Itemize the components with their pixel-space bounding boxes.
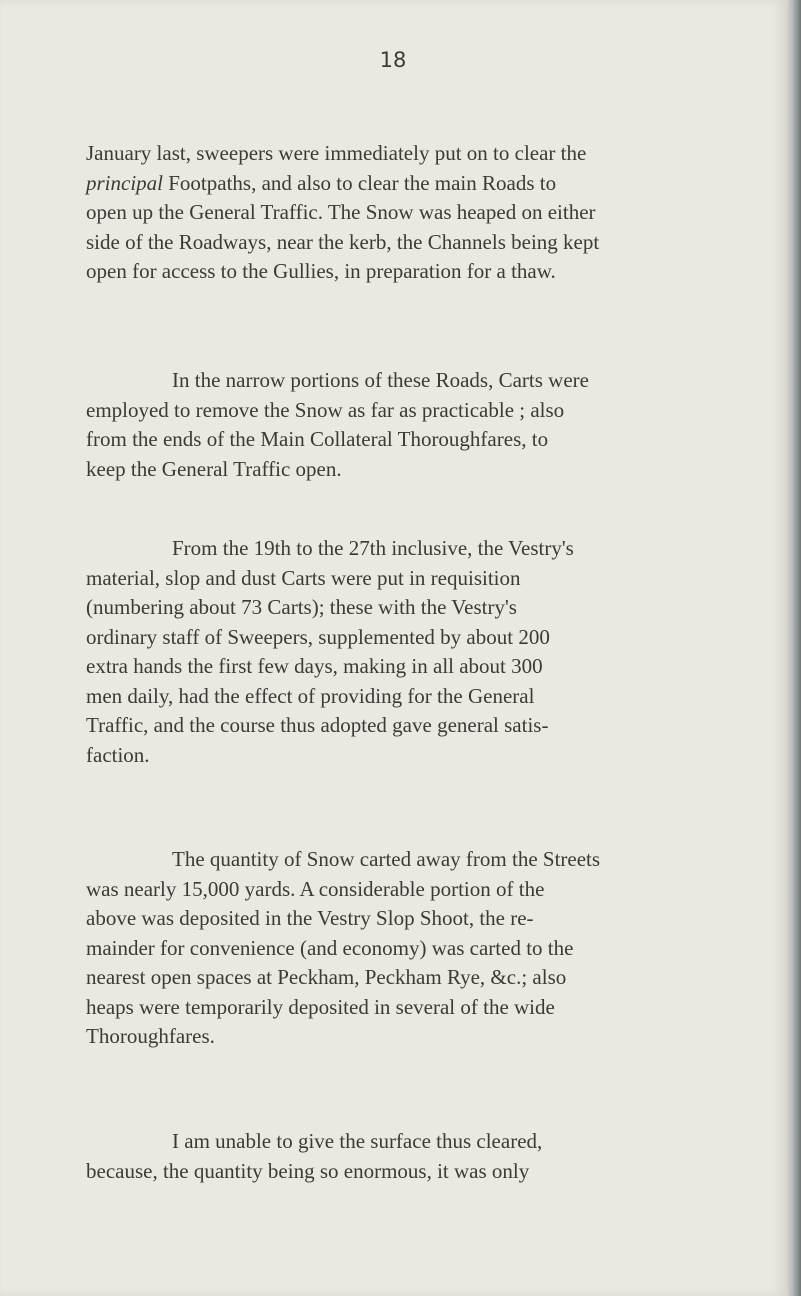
text-line: keep the General Traffic open.	[86, 456, 342, 481]
paragraph-3	[86, 534, 710, 770]
text-line: open up the General Traffic. The Snow was heaped on either	[86, 200, 596, 224]
text-line: from the ends of the Main Collateral Thoroughfares, to	[86, 427, 549, 451]
text-line: was nearly 15,000 yards. A considerable portion of the	[86, 876, 545, 901]
text-line: January last, sweepers were immediately put on to clear the	[86, 141, 587, 165]
text-line: Traffic, and the course thus adopted gave general satis-	[86, 713, 549, 737]
text-line	[86, 169, 710, 199]
text-line: (numbering about 73 Carts); these with the Vestry's	[86, 595, 517, 619]
paragraph-2	[86, 366, 710, 484]
text-line: side of the Roadways, near the kerb, the Channels being kept	[86, 229, 600, 254]
text-line: nearest open spaces at Peckham, Peckham Rye, &c.; also	[86, 965, 567, 989]
text-line-rest: Footpaths, and also to clear the main Roads to	[163, 170, 557, 195]
text-line: heaps were temporarily deposited in several of the wide	[86, 994, 555, 1019]
text-line: I am unable to give the surface thus cleared,	[172, 1129, 543, 1153]
page-number: 18	[379, 48, 407, 72]
text-line: ordinary staff of Sweepers, supplemented by about 200	[86, 624, 550, 649]
text-line: employed to remove the Snow as far as practicable ; also	[86, 397, 565, 422]
text-line: faction.	[86, 742, 150, 767]
text-line: The quantity of Snow carted away from the Streets	[172, 847, 601, 871]
text-line: From the 19th to the 27th inclusive, the Vestry's	[172, 536, 574, 560]
paragraph-1	[86, 139, 710, 287]
text-line: above was deposited in the Vestry Slop Shoot, the re-	[86, 906, 534, 930]
text-line: extra hands the first few days, making in all about 300	[86, 654, 543, 678]
italic-word: principal	[86, 170, 163, 195]
text-line: men daily, had the effect of providing for the General	[86, 683, 535, 708]
text-line: mainder for convenience (and economy) was carted to the	[86, 935, 574, 960]
text-line: Thoroughfares.	[86, 1024, 215, 1048]
text-line: In the narrow portions of these Roads, Carts were	[172, 368, 589, 392]
text-line: because, the quantity being so enormous, it was only	[86, 1158, 530, 1183]
text-line: material, slop and dust Carts were put in requisition	[86, 565, 521, 590]
paragraph-4	[86, 845, 710, 1052]
page-edge	[786, 0, 801, 1296]
paragraph-5	[86, 1127, 710, 1186]
text-line: open for access to the Gullies, in preparation for a thaw.	[86, 259, 556, 283]
